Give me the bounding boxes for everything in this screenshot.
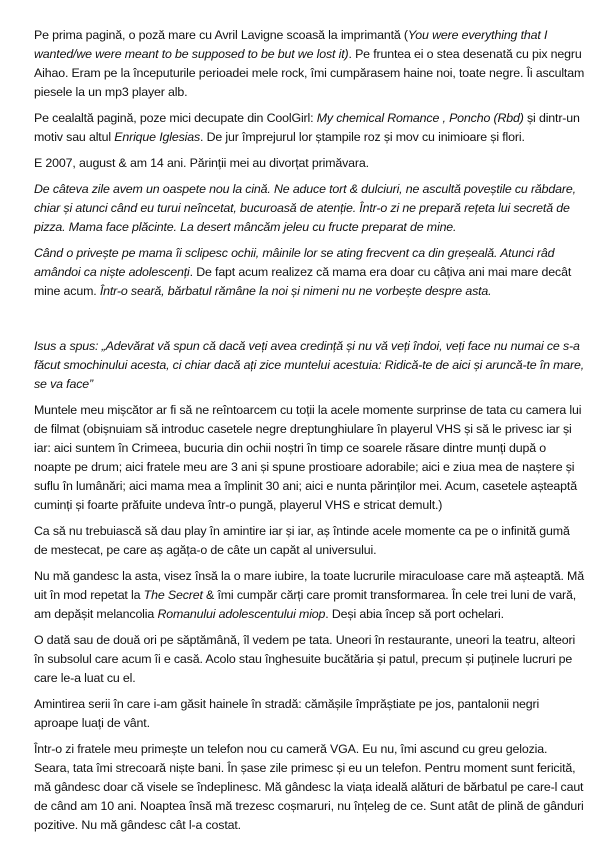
text-run-italic: You were everything that I wanted/we were meant to be supposed to be but we lost it) [34, 28, 548, 61]
document-page [34, 26, 586, 842]
text-run: . De jur împrejurul lor ștampile roz și mov cu inimioare și flori. [200, 130, 525, 144]
text-run: & îmi cumpăr cărți care promit transformarea. În cele trei luni de vară, am depășit melancolia [34, 588, 577, 621]
text-run: Pe cealaltă pagină, poze mici decupate din CoolGirl: [34, 111, 317, 125]
text-run: Ca să nu trebuiască să dau play în amintire iar și iar, aș întinde acele momente ca pe o infinită gumă de mestecat, pe care aș agăța-o de câte un capăt al universului. [34, 524, 570, 557]
text-run: E 2007, august & am 14 ani. Părinții mei au divorțat primăvara. [34, 156, 369, 170]
text-run: . De fapt acum realizez că mama era doar cu câțiva ani mai mare decât mine acum. [34, 265, 572, 298]
paragraph-guest [34, 180, 586, 237]
paragraph-play [34, 522, 586, 560]
text-run: Pe prima pagină, o poză mare cu Avril Lavigne scoasă la imprimantă ( [34, 28, 408, 42]
text-run-italic: Într-o seară, bărbatul rămâne la noi și nimeni nu ne vorbește despre asta. [99, 284, 492, 298]
text-run: și dintr-un motiv sau altul [34, 111, 580, 144]
paragraph-clothes [34, 695, 586, 733]
paragraph-father [34, 631, 586, 688]
text-run: Muntele meu mișcător ar fi să ne reîntoarcem cu toții la acele momente surprinse de tata cu camera lui de filmat (obișnuiam să introduc casetele negre dreptunghiulare în playerul VHS și să le privesc iar și iar: aici suntem în Crimeea, bucuria din ochii noștri în timp ce soarele răsare dintre munți după o noapte pe drum; aici fratele meu are 3 ani și spune prostioare adorabile; aici e ziua mea de naștere și suflu în lumânări; aici mama mea a împlinit 30 ani; aici e nunta părinților mei. Acum, casetele așteaptă cuminți și foarte prăfuite undeva într-o pungă, playerul VHS e stricat demult.) [34, 403, 582, 512]
paragraph-other-page [34, 109, 586, 147]
paragraph-mother [34, 244, 586, 301]
paragraph-phone [34, 740, 586, 835]
text-run: Nu mă gandesc la asta, visez însă la o mare iubire, la toate lucrurile miraculoase care mă așteaptă. Mă uit în mod repetat la [34, 569, 584, 602]
paragraph-love [34, 567, 586, 624]
text-run-italic: Când o privește pe mama îi sclipesc ochii, mâinile lor se ating frecvent ca din greșeală. Atunci râd amândoi ca niște adolescenți [34, 246, 555, 279]
empty-paragraph [34, 308, 586, 327]
text-run: Într-o zi fratele meu primește un telefon nou cu cameră VGA. Eu nu, îmi ascund cu greu gelozia. Seara, tata îmi strecoară niște bani. În șase zile primesc și eu un telefon. Pentru moment sunt fericită, mă gândesc doar că visele se îndeplinesc. Mă gândesc la viața ideală alături de bărbatul pe care-l caut de când am 10 ani. Noaptea însă mă trezesc coșmaruri, nu înțeleg de ce. Sunt atât de plină de gânduri pozitive. Nu mă gândesc cât l-a costat. [34, 742, 584, 832]
paragraph-avril-page [34, 26, 586, 102]
paragraph-mountain [34, 401, 586, 515]
text-run-italic: My chemical Romance , Poncho (Rbd) [316, 111, 524, 125]
paragraph-quote [34, 337, 586, 394]
text-run-italic: Isus a spus: „Adevărat vă spun că dacă veți avea credință și nu vă veți îndoi, veți face nu numai ce s-a făcut smochinului acesta, ci chiar dacă ați zice muntelui acestuia: Ridică-te de aici și aruncă-te în mare, se va face” [34, 339, 585, 391]
text-run-italic: De câteva zile avem un oaspete nou la cină. Ne aduce tort & dulciuri, ne ascultă poveștile cu răbdare, chiar și atunci când eu turui neîncetat, bucuroasă de atenție. Într-o zi ne prepară rețeta lui secretă de pizza. Mama face plăcinte. La desert mâncăm jeleu cu fructe preparat de mine. [34, 182, 576, 234]
text-run: . Pe fruntea ei o stea desenată cu pix negru Aihao. Eram pe la începuturile perioadei mele rock, îmi cumpărasem haine noi, toate negre. Îi ascultam piesele la un mp3 player alb. [34, 47, 585, 99]
text-run: O dată sau de două ori pe săptămână, îl vedem pe tata. Uneori în restaurante, uneori la teatru, alteori în subsolul care acum îi e casă. Acolo stau înghesuite bucătăria și patul, precum și puținele lucruri pe care le-a luat cu el. [34, 633, 576, 685]
text-run-italic: Romanului adolescentului miop [157, 607, 326, 621]
text-run-italic: Enrique Iglesias [114, 130, 201, 144]
paragraph-2007 [34, 154, 586, 173]
text-run-italic: The Secret [143, 588, 203, 602]
text-run: Amintirea serii în care i-am găsit hainele în stradă: cămășile împrăștiate pe jos, pantalonii negri aproape luați de vânt. [34, 697, 540, 730]
text-run: . Deși abia încep să port ochelari. [325, 607, 504, 621]
